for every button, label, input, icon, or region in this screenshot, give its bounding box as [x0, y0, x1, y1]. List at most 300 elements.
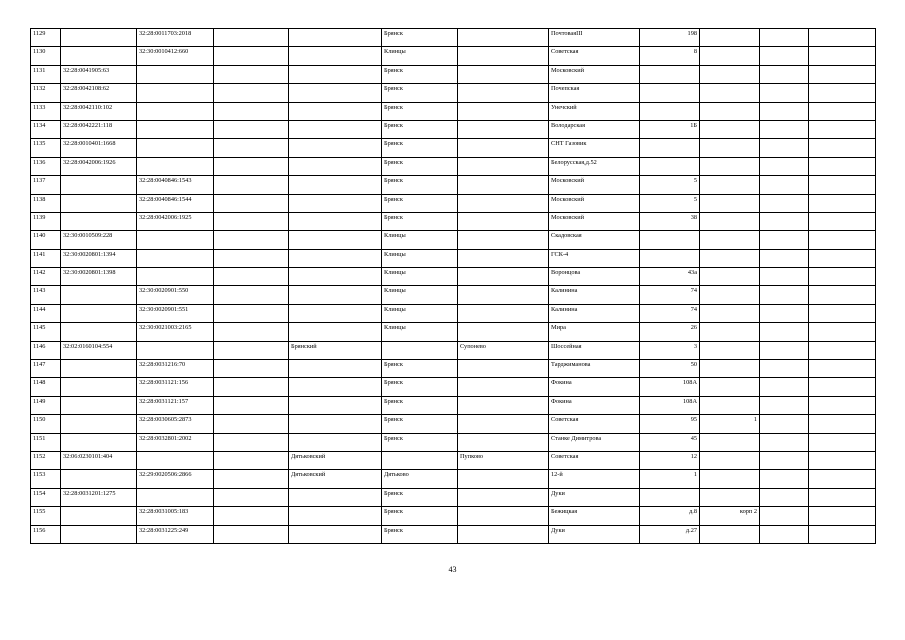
cadastral-number-cell [61, 47, 137, 65]
row-number-cell: 1140 [31, 231, 61, 249]
empty-cell [809, 433, 876, 451]
settlement-cell [458, 525, 549, 543]
street-cell: Мира [549, 323, 640, 341]
house-cell: 38 [640, 212, 700, 230]
empty-cell [214, 378, 289, 396]
settlement-cell [458, 102, 549, 120]
row-number-cell: 1138 [31, 194, 61, 212]
empty-cell [214, 507, 289, 525]
empty-cell [214, 120, 289, 138]
table-row [31, 47, 876, 65]
empty-cell [214, 286, 289, 304]
cadastral-number-cell: 32:30:0010509:228 [61, 231, 137, 249]
empty-cell [214, 65, 289, 83]
city-cell: Дятьково [382, 470, 458, 488]
cadastral-number-cell [61, 29, 137, 47]
row-number-cell: 1132 [31, 84, 61, 102]
cadastral-number-cell [61, 194, 137, 212]
empty-cell [809, 451, 876, 469]
empty-cell [214, 194, 289, 212]
house-cell: д.8 [640, 507, 700, 525]
cadastral-number-cell [61, 360, 137, 378]
street-cell: Калинина [549, 304, 640, 322]
empty-cell [809, 139, 876, 157]
city-cell: Брянск [382, 139, 458, 157]
district-cell [289, 120, 382, 138]
table-row [31, 286, 876, 304]
empty-cell [760, 212, 809, 230]
table-row [31, 304, 876, 322]
house-cell [640, 65, 700, 83]
table-row [31, 249, 876, 267]
street-cell: Почепская [549, 84, 640, 102]
district-cell [289, 286, 382, 304]
empty-cell [214, 84, 289, 102]
empty-cell [760, 378, 809, 396]
cadastral-number-cell: 32:02:0160104:554 [61, 341, 137, 359]
cadastral-number-alt-cell: 32:30:0021003:2165 [137, 323, 214, 341]
cadastral-number-alt-cell [137, 157, 214, 175]
house-cell [640, 157, 700, 175]
table-row [31, 507, 876, 525]
street-cell: Володарская [549, 120, 640, 138]
cadastral-number-alt-cell: 32:30:0010412:660 [137, 47, 214, 65]
empty-cell [214, 525, 289, 543]
building-cell [700, 120, 760, 138]
building-cell [700, 378, 760, 396]
empty-cell [809, 470, 876, 488]
cadastral-number-alt-cell: 32:30:0020901:550 [137, 286, 214, 304]
settlement-cell [458, 323, 549, 341]
building-cell [700, 433, 760, 451]
street-cell: Дуки [549, 525, 640, 543]
settlement-cell [458, 378, 549, 396]
table-row [31, 157, 876, 175]
cadastral-number-cell: 32:28:0031201:1275 [61, 488, 137, 506]
empty-cell [214, 249, 289, 267]
cadastral-number-alt-cell [137, 102, 214, 120]
row-number-cell: 1149 [31, 396, 61, 414]
house-cell: 198 [640, 29, 700, 47]
empty-cell [214, 323, 289, 341]
city-cell: Брянск [382, 507, 458, 525]
cadastral-number-alt-cell [137, 139, 214, 157]
empty-cell [214, 341, 289, 359]
empty-cell [809, 231, 876, 249]
settlement-cell [458, 139, 549, 157]
cadastral-number-alt-cell: 32:28:0031121:156 [137, 378, 214, 396]
building-cell [700, 194, 760, 212]
city-cell: Брянск [382, 396, 458, 414]
building-cell [700, 286, 760, 304]
table-row [31, 231, 876, 249]
empty-cell [809, 268, 876, 286]
empty-cell [760, 470, 809, 488]
cadastral-number-cell [61, 507, 137, 525]
row-number-cell: 1147 [31, 360, 61, 378]
district-cell [289, 525, 382, 543]
house-cell: 43а [640, 268, 700, 286]
district-cell [289, 194, 382, 212]
table-row [31, 65, 876, 83]
settlement-cell [458, 415, 549, 433]
district-cell [289, 415, 382, 433]
street-cell: СНТ Газовик [549, 139, 640, 157]
cadastral-number-cell: 32:28:0042006:1926 [61, 157, 137, 175]
building-cell [700, 323, 760, 341]
street-cell: Белорусская,д.52 [549, 157, 640, 175]
house-cell [640, 249, 700, 267]
house-cell [640, 139, 700, 157]
street-cell: 12-й [549, 470, 640, 488]
empty-cell [760, 304, 809, 322]
row-number-cell: 1145 [31, 323, 61, 341]
empty-cell [214, 396, 289, 414]
empty-cell [760, 360, 809, 378]
table-row [31, 396, 876, 414]
row-number-cell: 1156 [31, 525, 61, 543]
row-number-cell: 1133 [31, 102, 61, 120]
cadastral-number-alt-cell [137, 488, 214, 506]
district-cell: Брянский [289, 341, 382, 359]
street-cell: Московский [549, 176, 640, 194]
house-cell: 108А [640, 396, 700, 414]
cadastral-number-cell: 32:28:0042108:62 [61, 84, 137, 102]
cadastral-number-cell [61, 323, 137, 341]
city-cell: Брянск [382, 194, 458, 212]
district-cell [289, 139, 382, 157]
house-cell [640, 102, 700, 120]
empty-cell [760, 525, 809, 543]
table-row [31, 378, 876, 396]
cadastral-number-alt-cell [137, 268, 214, 286]
table-row [31, 102, 876, 120]
empty-cell [760, 341, 809, 359]
cadastral-number-cell [61, 470, 137, 488]
street-cell: Воронцова [549, 268, 640, 286]
table-row [31, 415, 876, 433]
empty-cell [809, 157, 876, 175]
empty-cell [214, 451, 289, 469]
empty-cell [760, 29, 809, 47]
empty-cell [809, 286, 876, 304]
table-row [31, 176, 876, 194]
row-number-cell: 1139 [31, 212, 61, 230]
city-cell: Клинцы [382, 323, 458, 341]
house-cell: 1Б [640, 120, 700, 138]
cadastral-number-alt-cell: 32:30:0020901:551 [137, 304, 214, 322]
district-cell [289, 323, 382, 341]
house-cell: д.27 [640, 525, 700, 543]
building-cell [700, 341, 760, 359]
city-cell [382, 451, 458, 469]
building-cell: корп 2 [700, 507, 760, 525]
house-cell: 3 [640, 341, 700, 359]
settlement-cell [458, 47, 549, 65]
district-cell [289, 84, 382, 102]
settlement-cell [458, 507, 549, 525]
house-cell: 108А [640, 378, 700, 396]
city-cell: Клинцы [382, 47, 458, 65]
empty-cell [760, 120, 809, 138]
house-cell: 74 [640, 304, 700, 322]
empty-cell [760, 268, 809, 286]
row-number-cell: 1143 [31, 286, 61, 304]
city-cell: Брянск [382, 102, 458, 120]
district-cell [289, 488, 382, 506]
row-number-cell: 1142 [31, 268, 61, 286]
empty-cell [809, 507, 876, 525]
house-cell: 95 [640, 415, 700, 433]
city-cell: Брянск [382, 29, 458, 47]
settlement-cell [458, 360, 549, 378]
empty-cell [214, 176, 289, 194]
empty-cell [214, 47, 289, 65]
building-cell [700, 102, 760, 120]
city-cell: Клинцы [382, 304, 458, 322]
empty-cell [214, 433, 289, 451]
building-cell [700, 451, 760, 469]
row-number-cell: 1129 [31, 29, 61, 47]
district-cell [289, 378, 382, 396]
cadastral-number-cell [61, 525, 137, 543]
cadastral-number-cell: 32:06:0230101:404 [61, 451, 137, 469]
table-row [31, 433, 876, 451]
table-row [31, 212, 876, 230]
cadastral-number-cell: 32:30:0020801:1398 [61, 268, 137, 286]
table-row [31, 194, 876, 212]
street-cell: Московский [549, 65, 640, 83]
district-cell [289, 212, 382, 230]
street-cell: Московский [549, 212, 640, 230]
city-cell [382, 341, 458, 359]
house-cell: 5 [640, 176, 700, 194]
district-cell [289, 433, 382, 451]
cadastral-number-alt-cell [137, 451, 214, 469]
row-number-cell: 1141 [31, 249, 61, 267]
street-cell: Московский [549, 194, 640, 212]
empty-cell [760, 433, 809, 451]
settlement-cell [458, 249, 549, 267]
house-cell: 12 [640, 451, 700, 469]
row-number-cell: 1136 [31, 157, 61, 175]
house-cell: 45 [640, 433, 700, 451]
empty-cell [809, 304, 876, 322]
building-cell [700, 525, 760, 543]
empty-cell [760, 286, 809, 304]
city-cell: Брянск [382, 433, 458, 451]
table-row [31, 139, 876, 157]
street-cell: Скадовская [549, 231, 640, 249]
district-cell [289, 396, 382, 414]
cadastral-number-cell [61, 212, 137, 230]
building-cell [700, 231, 760, 249]
empty-cell [214, 360, 289, 378]
building-cell [700, 29, 760, 47]
building-cell [700, 249, 760, 267]
empty-cell [809, 84, 876, 102]
district-cell [289, 157, 382, 175]
row-number-cell: 1154 [31, 488, 61, 506]
cadastral-number-cell: 32:28:0010401:1668 [61, 139, 137, 157]
settlement-cell [458, 29, 549, 47]
house-cell: 26 [640, 323, 700, 341]
empty-cell [214, 268, 289, 286]
cadastral-number-alt-cell: 32:28:0042006:1925 [137, 212, 214, 230]
settlement-cell [458, 65, 549, 83]
cadastral-number-alt-cell: 32:28:0031121:157 [137, 396, 214, 414]
street-cell: Унечский [549, 102, 640, 120]
empty-cell [809, 360, 876, 378]
row-number-cell: 1144 [31, 304, 61, 322]
cadastral-number-cell [61, 415, 137, 433]
empty-cell [760, 451, 809, 469]
building-cell [700, 139, 760, 157]
empty-cell [214, 157, 289, 175]
empty-cell [214, 231, 289, 249]
empty-cell [809, 176, 876, 194]
cadastral-number-cell [61, 396, 137, 414]
house-cell: 74 [640, 286, 700, 304]
city-cell: Брянск [382, 157, 458, 175]
empty-cell [809, 249, 876, 267]
settlement-cell [458, 231, 549, 249]
empty-cell [809, 65, 876, 83]
street-cell: Фокина [549, 396, 640, 414]
empty-cell [760, 415, 809, 433]
empty-cell [760, 231, 809, 249]
page-number: 43 [448, 565, 457, 574]
table-row [31, 268, 876, 286]
row-number-cell: 1146 [31, 341, 61, 359]
building-cell [700, 212, 760, 230]
empty-cell [809, 341, 876, 359]
cadastral-number-cell: 32:28:0042110:102 [61, 102, 137, 120]
settlement-cell [458, 194, 549, 212]
building-cell: 1 [700, 415, 760, 433]
district-cell [289, 507, 382, 525]
empty-cell [760, 47, 809, 65]
district-cell [289, 176, 382, 194]
row-number-cell: 1152 [31, 451, 61, 469]
cadastral-number-cell [61, 433, 137, 451]
table-row [31, 323, 876, 341]
street-cell: Фокина [549, 378, 640, 396]
street-cell: Советская [549, 415, 640, 433]
table-row [31, 120, 876, 138]
cadastral-number-alt-cell [137, 84, 214, 102]
row-number-cell: 1153 [31, 470, 61, 488]
house-cell: 5 [640, 194, 700, 212]
building-cell [700, 304, 760, 322]
row-number-cell: 1148 [31, 378, 61, 396]
row-number-cell: 1131 [31, 65, 61, 83]
settlement-cell [458, 488, 549, 506]
settlement-cell [458, 396, 549, 414]
building-cell [700, 268, 760, 286]
settlement-cell: Супонево [458, 341, 549, 359]
empty-cell [809, 378, 876, 396]
empty-cell [809, 396, 876, 414]
city-cell: Клинцы [382, 268, 458, 286]
district-cell [289, 102, 382, 120]
empty-cell [214, 488, 289, 506]
empty-cell [760, 396, 809, 414]
empty-cell [760, 65, 809, 83]
empty-cell [809, 212, 876, 230]
city-cell: Брянск [382, 415, 458, 433]
table-row [31, 360, 876, 378]
empty-cell [760, 507, 809, 525]
empty-cell [809, 102, 876, 120]
street-cell: Советская [549, 47, 640, 65]
row-number-cell: 1137 [31, 176, 61, 194]
row-number-cell: 1151 [31, 433, 61, 451]
city-cell: Клинцы [382, 286, 458, 304]
settlement-cell [458, 120, 549, 138]
street-cell: Советская [549, 451, 640, 469]
district-cell: Дятьковский [289, 451, 382, 469]
cadastral-number-alt-cell: 32:28:0040846:1543 [137, 176, 214, 194]
empty-cell [809, 488, 876, 506]
city-cell: Брянск [382, 525, 458, 543]
settlement-cell [458, 433, 549, 451]
empty-cell [760, 488, 809, 506]
district-cell [289, 360, 382, 378]
row-number-cell: 1130 [31, 47, 61, 65]
district-cell [289, 231, 382, 249]
district-cell [289, 304, 382, 322]
cadastral-number-cell [61, 304, 137, 322]
street-cell: Калинина [549, 286, 640, 304]
table-row [31, 451, 876, 469]
street-cell: Дуки [549, 488, 640, 506]
empty-cell [760, 249, 809, 267]
row-number-cell: 1134 [31, 120, 61, 138]
cadastral-number-cell [61, 378, 137, 396]
district-cell [289, 268, 382, 286]
cadastral-number-alt-cell: 32:28:0031005:183 [137, 507, 214, 525]
building-cell [700, 84, 760, 102]
table-row [31, 470, 876, 488]
cadastral-number-cell [61, 176, 137, 194]
street-cell: Шоссейная [549, 341, 640, 359]
settlement-cell [458, 304, 549, 322]
empty-cell [760, 176, 809, 194]
cadastral-number-alt-cell [137, 341, 214, 359]
settlement-cell: Пупково [458, 451, 549, 469]
city-cell: Брянск [382, 84, 458, 102]
city-cell: Брянск [382, 120, 458, 138]
cadastral-number-alt-cell: 32:28:0032801:2002 [137, 433, 214, 451]
registry-table-area [30, 28, 875, 544]
empty-cell [809, 525, 876, 543]
table-body [31, 29, 876, 544]
empty-cell [809, 194, 876, 212]
cadastral-number-alt-cell: 32:28:0011703:2018 [137, 29, 214, 47]
cadastral-number-alt-cell [137, 231, 214, 249]
street-cell: Станке Димитрова [549, 433, 640, 451]
settlement-cell [458, 470, 549, 488]
settlement-cell [458, 286, 549, 304]
cadastral-number-alt-cell: 32:28:0040846:1544 [137, 194, 214, 212]
house-cell [640, 84, 700, 102]
empty-cell [809, 29, 876, 47]
settlement-cell [458, 84, 549, 102]
district-cell [289, 29, 382, 47]
house-cell [640, 231, 700, 249]
row-number-cell: 1135 [31, 139, 61, 157]
